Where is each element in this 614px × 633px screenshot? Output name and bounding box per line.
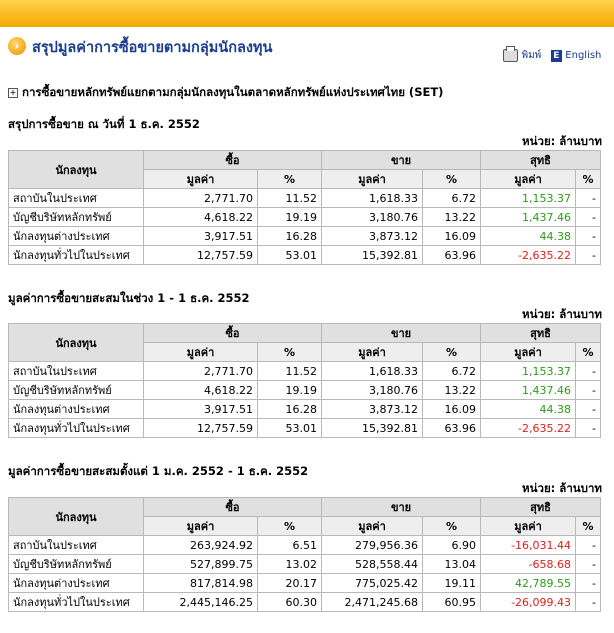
- net-value: -658.68: [481, 555, 576, 574]
- net-percent: -: [576, 536, 601, 555]
- table-row: [9, 536, 601, 555]
- buy-value: 817,814.98: [144, 574, 258, 593]
- section-title-daily: สรุปการซื้อขาย ณ วันที่ 1 ธ.ค. 2552: [8, 117, 200, 131]
- net-value: 1,437.46: [481, 208, 576, 227]
- sell-percent: 13.22: [423, 208, 481, 227]
- sell-percent: 13.04: [423, 555, 481, 574]
- sell-value-header: มูลค่า: [322, 517, 423, 536]
- investor-name: สถาบันในประเทศ: [9, 189, 144, 208]
- sell-percent: 63.96: [423, 419, 481, 438]
- buy-value: 527,899.75: [144, 555, 258, 574]
- net-value: 1,153.37: [481, 189, 576, 208]
- subtitle-text: การซื้อขายหลักทรัพย์แยกตามกลุ่มนักลงทุนในตลาดหลักทรัพย์แห่งประเทศไทย (SET): [22, 85, 444, 99]
- buy-header: ซื้อ: [144, 498, 322, 517]
- investor-name: บัญชีบริษัทหลักทรัพย์: [9, 555, 144, 574]
- sell-header: ขาย: [322, 324, 481, 343]
- sell-value: 1,618.33: [322, 362, 423, 381]
- sell-percent: 13.22: [423, 381, 481, 400]
- net-percent-header: %: [576, 517, 601, 536]
- net-percent: -: [576, 555, 601, 574]
- market-subtitle: [8, 84, 443, 102]
- table-row: [9, 208, 601, 227]
- sell-value: 3,180.76: [322, 381, 423, 400]
- table-row: [9, 246, 601, 265]
- sell-percent: 63.96: [423, 246, 481, 265]
- sell-header: ขาย: [322, 151, 481, 170]
- net-value: 1,153.37: [481, 362, 576, 381]
- buy-percent: 11.52: [258, 362, 322, 381]
- header-row: [9, 151, 601, 170]
- sell-percent-header: %: [423, 170, 481, 189]
- header-actions: [503, 48, 601, 62]
- trading-table-ytd: [8, 497, 601, 612]
- investor-name: บัญชีบริษัทหลักทรัพย์: [9, 381, 144, 400]
- unit-label: หน่วย: ล้านบาท: [522, 307, 602, 321]
- buy-percent: 60.30: [258, 593, 322, 612]
- buy-value-header: มูลค่า: [144, 170, 258, 189]
- buy-header: ซื้อ: [144, 324, 322, 343]
- investor-name: นักลงทุนทั่วไปในประเทศ: [9, 419, 144, 438]
- net-value-header: มูลค่า: [481, 170, 576, 189]
- buy-percent: 13.02: [258, 555, 322, 574]
- buy-percent: 16.28: [258, 400, 322, 419]
- buy-percent-header: %: [258, 517, 322, 536]
- unit-label: หน่วย: ล้านบาท: [522, 481, 602, 495]
- sell-percent: 19.11: [423, 574, 481, 593]
- net-value: 42,789.55: [481, 574, 576, 593]
- net-value: -2,635.22: [481, 419, 576, 438]
- net-value-header: มูลค่า: [481, 517, 576, 536]
- net-percent: -: [576, 593, 601, 612]
- sell-value: 1,618.33: [322, 189, 423, 208]
- sell-value-header: มูลค่า: [322, 343, 423, 362]
- net-header: สุทธิ: [481, 151, 601, 170]
- net-value: -2,635.22: [481, 246, 576, 265]
- investor-name: นักลงทุนต่างประเทศ: [9, 574, 144, 593]
- sell-value: 775,025.42: [322, 574, 423, 593]
- sell-percent: 16.09: [423, 400, 481, 419]
- net-percent: -: [576, 362, 601, 381]
- buy-percent: 16.28: [258, 227, 322, 246]
- sell-value: 279,956.36: [322, 536, 423, 555]
- buy-value: 263,924.92: [144, 536, 258, 555]
- chevron-right-icon: ›: [8, 37, 26, 55]
- investor-name: สถาบันในประเทศ: [9, 362, 144, 381]
- buy-percent: 19.19: [258, 208, 322, 227]
- sell-value: 2,471,245.68: [322, 593, 423, 612]
- investor-name: นักลงทุนทั่วไปในประเทศ: [9, 593, 144, 612]
- investor-name: นักลงทุนต่างประเทศ: [9, 227, 144, 246]
- table-row: [9, 593, 601, 612]
- section-title-ytd: มูลค่าการซื้อขายสะสมตั้งแต่ 1 ม.ค. 2552 - 1 ธ.ค. 2552: [8, 464, 309, 478]
- sell-percent: 16.09: [423, 227, 481, 246]
- net-value-header: มูลค่า: [481, 343, 576, 362]
- net-percent-header: %: [576, 170, 601, 189]
- net-percent: -: [576, 208, 601, 227]
- buy-value: 2,771.70: [144, 362, 258, 381]
- printer-icon[interactable]: [503, 49, 518, 62]
- sell-value: 15,392.81: [322, 246, 423, 265]
- net-percent: -: [576, 189, 601, 208]
- sell-value: 3,180.76: [322, 208, 423, 227]
- page-header: [0, 27, 614, 77]
- sell-percent-header: %: [423, 343, 481, 362]
- sell-value: 528,558.44: [322, 555, 423, 574]
- buy-percent: 11.52: [258, 189, 322, 208]
- sell-value: 15,392.81: [322, 419, 423, 438]
- buy-percent-header: %: [258, 170, 322, 189]
- buy-header: ซื้อ: [144, 151, 322, 170]
- top-banner: [0, 0, 614, 27]
- buy-percent: 20.17: [258, 574, 322, 593]
- net-value: 1,437.46: [481, 381, 576, 400]
- table-row: [9, 227, 601, 246]
- table-row: [9, 189, 601, 208]
- sell-header: ขาย: [322, 498, 481, 517]
- net-percent: -: [576, 246, 601, 265]
- net-percent: -: [576, 227, 601, 246]
- buy-percent-header: %: [258, 343, 322, 362]
- net-percent: -: [576, 574, 601, 593]
- english-icon[interactable]: E: [551, 50, 562, 62]
- investor-header: นักลงทุน: [9, 151, 144, 189]
- net-percent: -: [576, 419, 601, 438]
- net-value: 44.38: [481, 227, 576, 246]
- net-value: -16,031.44: [481, 536, 576, 555]
- buy-value: 12,757.59: [144, 419, 258, 438]
- sell-value-header: มูลค่า: [322, 170, 423, 189]
- buy-percent: 6.51: [258, 536, 322, 555]
- investor-name: สถาบันในประเทศ: [9, 536, 144, 555]
- buy-percent: 19.19: [258, 381, 322, 400]
- sell-percent: 6.72: [423, 189, 481, 208]
- buy-value: 4,618.22: [144, 208, 258, 227]
- sell-percent: 6.90: [423, 536, 481, 555]
- section-title-period: มูลค่าการซื้อขายสะสมในช่วง 1 - 1 ธ.ค. 2552: [8, 291, 250, 305]
- buy-percent: 53.01: [258, 246, 322, 265]
- sell-percent-header: %: [423, 517, 481, 536]
- buy-value: 12,757.59: [144, 246, 258, 265]
- trading-table-daily: [8, 150, 601, 265]
- header-row: [9, 498, 601, 517]
- buy-value: 4,618.22: [144, 381, 258, 400]
- investor-name: นักลงทุนต่างประเทศ: [9, 400, 144, 419]
- net-header: สุทธิ: [481, 324, 601, 343]
- sell-percent: 6.72: [423, 362, 481, 381]
- net-value: -26,099.43: [481, 593, 576, 612]
- header-row: [9, 324, 601, 343]
- sell-value: 3,873.12: [322, 227, 423, 246]
- table-row: [9, 419, 601, 438]
- investor-name: บัญชีบริษัทหลักทรัพย์: [9, 208, 144, 227]
- expand-icon[interactable]: +: [9, 87, 17, 97]
- buy-value-header: มูลค่า: [144, 517, 258, 536]
- net-percent-header: %: [576, 343, 601, 362]
- table-row: [9, 555, 601, 574]
- english-link[interactable]: English: [565, 50, 602, 61]
- table-row: [9, 574, 601, 593]
- print-link[interactable]: พิมพ์: [521, 50, 542, 61]
- net-percent: -: [576, 381, 601, 400]
- table-row: [9, 381, 601, 400]
- buy-value: 2,771.70: [144, 189, 258, 208]
- investor-name: นักลงทุนทั่วไปในประเทศ: [9, 246, 144, 265]
- sell-percent: 60.95: [423, 593, 481, 612]
- table-row: [9, 362, 601, 381]
- investor-header: นักลงทุน: [9, 498, 144, 536]
- buy-percent: 53.01: [258, 419, 322, 438]
- buy-value: 3,917.51: [144, 227, 258, 246]
- buy-value: 3,917.51: [144, 400, 258, 419]
- unit-label: หน่วย: ล้านบาท: [522, 134, 602, 148]
- investor-header: นักลงทุน: [9, 324, 144, 362]
- trading-table-period: [8, 323, 601, 438]
- table-row: [9, 400, 601, 419]
- net-percent: -: [576, 400, 601, 419]
- net-value: 44.38: [481, 400, 576, 419]
- sell-value: 3,873.12: [322, 400, 423, 419]
- buy-value: 2,445,146.25: [144, 593, 258, 612]
- buy-value-header: มูลค่า: [144, 343, 258, 362]
- net-header: สุทธิ: [481, 498, 601, 517]
- page-title: สรุปมูลค่าการซื้อขายตามกลุ่มนักลงทุน: [32, 40, 273, 56]
